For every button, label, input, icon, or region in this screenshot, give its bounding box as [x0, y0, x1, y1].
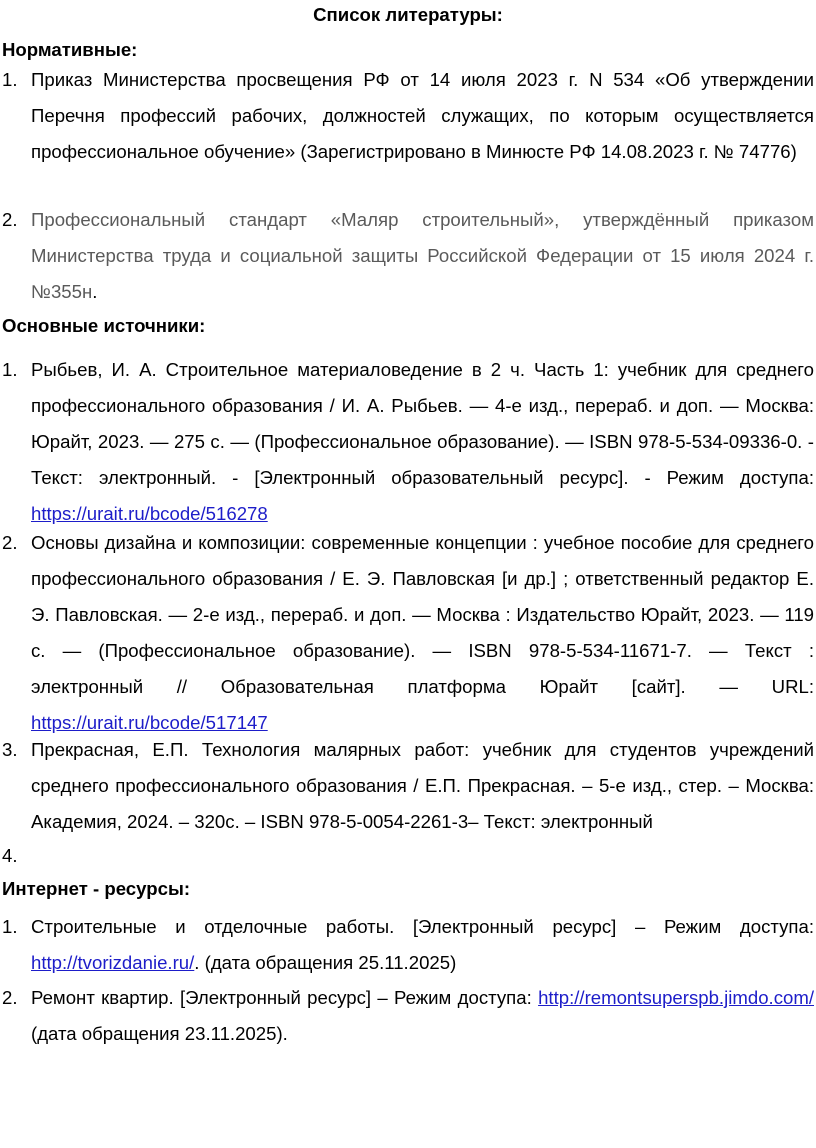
list-item-text: Ремонт квартир. [Электронный ресурс] – Режим доступа:	[31, 987, 539, 1008]
list-item-number: 2.	[2, 209, 18, 230]
list-item	[2, 62, 814, 170]
list-item-number: 2.	[2, 532, 18, 553]
list-item-text: Рыбьев, И. А. Строительное материаловедение в 2 ч. Часть 1: учебник для среднего профессионального образования / И. А. Рыбьев. — 4-е изд., перераб. и доп. — Москва: Юрайт, 2023. — 275 с. — (Профессиональное образование). — ISBN 978-5-534-09336-0. - Текст: электронный. - [Электронный образовательный ресурс]. - Режим доступа:	[31, 359, 814, 488]
list-item-text: Строительные и отделочные работы. [Электронный ресурс] – Режим доступа:	[31, 916, 814, 937]
page-title: Список литературы:	[313, 4, 503, 25]
list-item	[2, 202, 814, 310]
list-item-number: 1.	[2, 69, 18, 90]
reference-link[interactable]: http://remontsuperspb.jimdo.com/	[538, 987, 814, 1008]
reference-link[interactable]: http://tvorizdanie.ru/	[31, 952, 195, 973]
list-item-text-after: . (дата обращения 25.11.2025)	[194, 952, 457, 973]
list-item-text: Профессиональный стандарт «Маляр строительный», утверждённый приказом Министерства труда и социальной защиты Российской Федерации от 15 июля 2024 г. №355н	[31, 209, 814, 302]
list-item-number: 3.	[2, 739, 18, 760]
list-item	[2, 732, 814, 840]
reference-link[interactable]: https://urait.ru/bcode/517147	[31, 712, 268, 733]
section-heading-normative: Нормативные:	[2, 39, 138, 60]
list-item-number: 1.	[2, 359, 18, 380]
list-item-number: 1.	[2, 916, 18, 937]
list-item	[2, 909, 814, 981]
list-item	[2, 980, 814, 1052]
list-item	[2, 525, 814, 741]
reference-link[interactable]: https://urait.ru/bcode/516278	[31, 503, 268, 524]
list-item-text: Основы дизайна и композиции: современные концепции : учебное пособие для среднего профессионального образования / Е. Э. Павловская [и др.] ; ответственный редактор Е. Э. Павловская. — 2-е изд., перераб. и доп. — Москва : Издательство Юрайт, 2023. — 119 с. — (Профессиональное образование). — ISBN 978-5-534-11671-7. — Текст : электронный // Образовательная платформа Юрайт [сайт]. — URL:	[31, 532, 814, 697]
list-item	[2, 352, 814, 532]
list-item-number: 2.	[2, 987, 18, 1008]
list-item-number: 4.	[2, 845, 18, 866]
section-heading-main: Основные источники:	[2, 315, 206, 336]
list-item-text: Прекрасная, Е.П. Технология малярных работ: учебник для студентов учреждений среднего профессионального образования / Е.П. Прекрасная. – 5-е изд., стер. – Москва: Академия, 2024. – 320с. – ISBN 978-5-0054-2261-3– Текст: электронный	[31, 739, 814, 832]
list-item-text-after: (дата обращения 23.11.2025).	[31, 1023, 288, 1044]
section-heading-internet: Интернет - ресурсы:	[2, 878, 191, 899]
list-item-text: Приказ Министерства просвещения РФ от 14 июля 2023 г. N 534 «Об утверждении Перечня профессий рабочих, должностей служащих, по которым осуществляется профессиональное обучение» (Зарегистрировано в Минюсте РФ 14.08.2023 г. № 74776)	[31, 69, 814, 162]
list-item-text-tail: .	[92, 281, 98, 302]
